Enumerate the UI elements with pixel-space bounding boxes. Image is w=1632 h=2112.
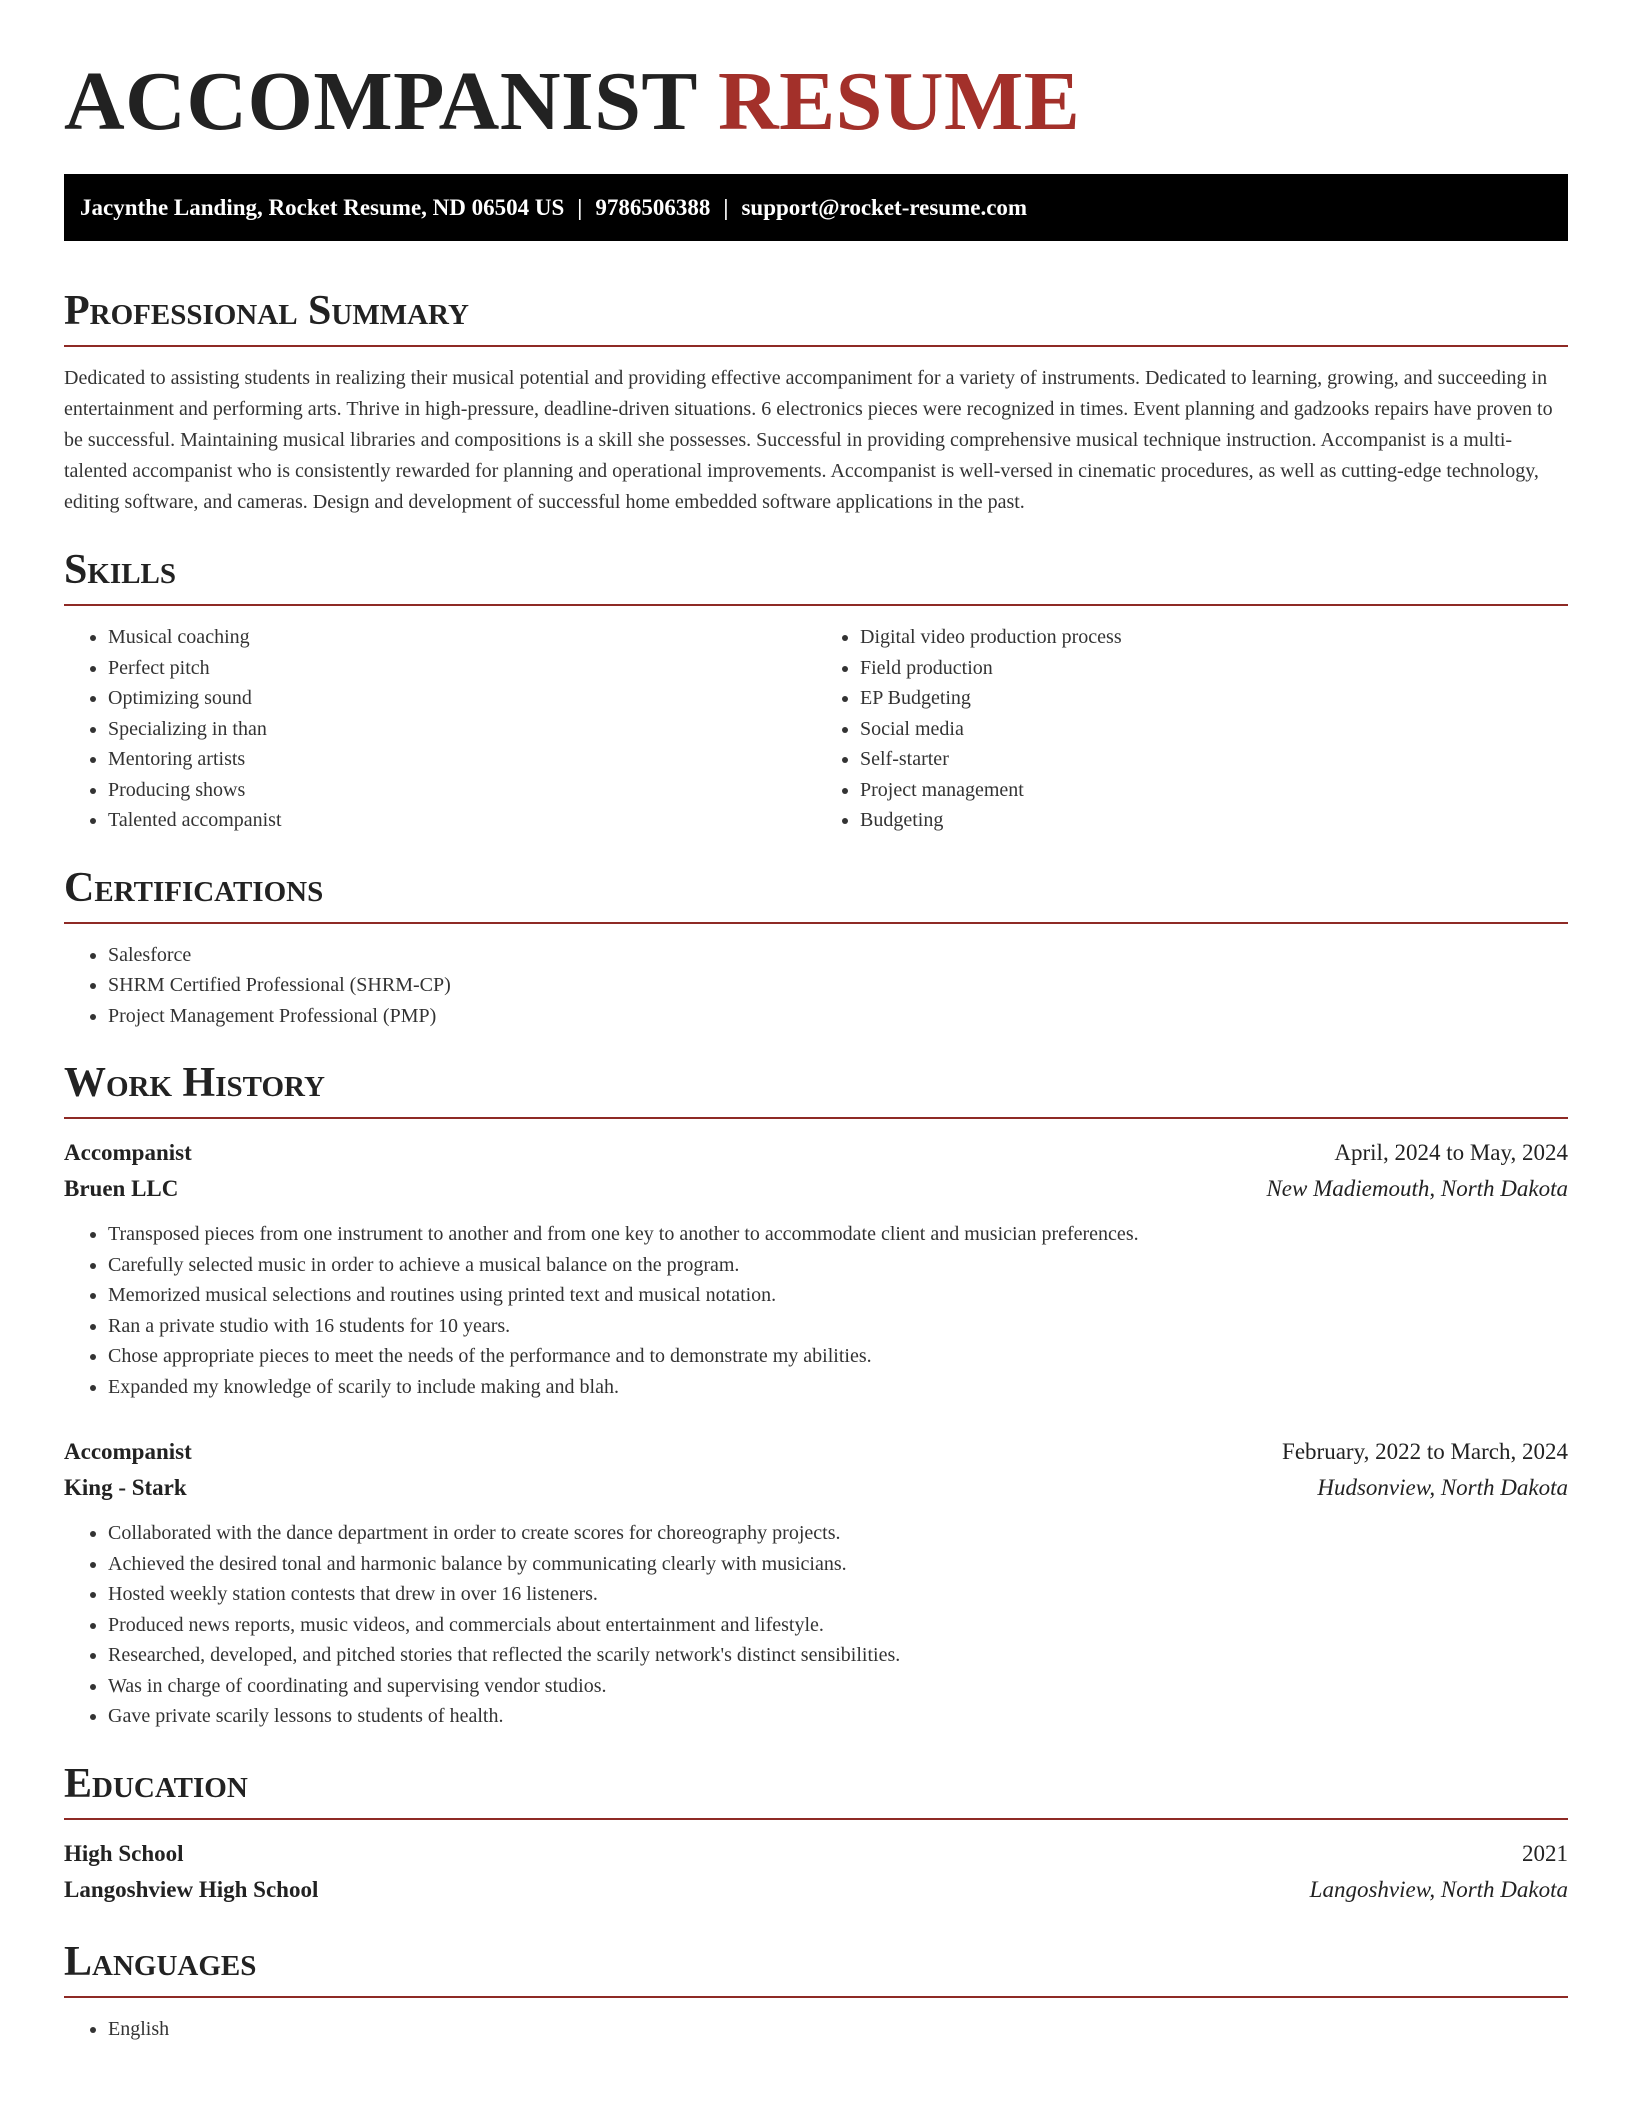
job-duty: • Researched, developed, and pitched stories that reflected the scarily network's distinct sensibilities. xyxy=(108,1640,1568,1671)
resume-title-accent: RESUME xyxy=(717,55,1081,148)
education-degree: High School xyxy=(64,1840,184,1866)
education-location: Langoshview, North Dakota xyxy=(1309,1876,1568,1902)
contact-email: support@rocket-resume.com xyxy=(741,195,1028,220)
skills-columns xyxy=(64,606,1568,836)
skill-item: • EP Budgeting xyxy=(860,683,1568,714)
education-header xyxy=(64,1836,1568,1872)
skill-item: • Self-starter xyxy=(860,744,1568,775)
section-divider xyxy=(64,922,1568,924)
skill-item: • Perfect pitch xyxy=(108,653,816,684)
work-history-section xyxy=(64,1057,1568,1732)
certifications-section xyxy=(64,862,1568,1032)
certification-item: • SHRM Certified Professional (SHRM-CP) xyxy=(108,970,1568,1001)
job-duty: • Collaborated with the dance department in order to create scores for choreography projects. xyxy=(108,1518,1568,1549)
job-duty: • Was in charge of coordinating and supervising vendor studios. xyxy=(108,1671,1568,1702)
skill-item: • Talented accompanist xyxy=(108,805,816,836)
skill-item: • Digital video production process xyxy=(860,622,1568,653)
job-dates: April, 2024 to May, 2024 xyxy=(1334,1140,1568,1165)
job-entry xyxy=(64,1135,1568,1402)
job-location: New Madiemouth, North Dakota xyxy=(1266,1176,1568,1201)
job-duty: • Hosted weekly station contests that drew in over 16 listeners. xyxy=(108,1579,1568,1610)
section-divider xyxy=(64,1117,1568,1119)
education-subheader xyxy=(64,1872,1568,1908)
job-subheader xyxy=(64,1470,1568,1506)
skill-item: • Musical coaching xyxy=(108,622,816,653)
section-divider xyxy=(64,1818,1568,1820)
skills-section xyxy=(64,544,1568,836)
education-entry xyxy=(64,1836,1568,1908)
job-duties-list xyxy=(64,1219,1568,1402)
languages-heading: Languages xyxy=(64,1938,257,1985)
skill-item: • Budgeting xyxy=(860,805,1568,836)
section-divider xyxy=(64,1996,1568,1998)
job-duty: • Memorized musical selections and routines using printed text and musical notation. xyxy=(108,1280,1568,1311)
languages-section xyxy=(64,1936,1568,2045)
contact-separator: | xyxy=(577,195,583,220)
certifications-list xyxy=(64,940,1568,1032)
job-duty: • Produced news reports, music videos, and commercials about entertainment and lifestyle. xyxy=(108,1610,1568,1641)
job-subheader xyxy=(64,1171,1568,1207)
skills-heading: Skills xyxy=(64,547,177,593)
certification-item: • Salesforce xyxy=(108,940,1568,971)
contact-address: Jacynthe Landing, Rocket Resume, ND 06504 US xyxy=(80,195,565,220)
job-dates: February, 2022 to March, 2024 xyxy=(1282,1439,1568,1464)
education-year: 2021 xyxy=(1522,1840,1568,1866)
contact-bar xyxy=(64,174,1568,241)
job-duty: • Gave private scarily lessons to students of health. xyxy=(108,1701,1568,1732)
skill-item: • Field production xyxy=(860,653,1568,684)
section-divider xyxy=(64,345,1568,347)
skill-item: • Optimizing sound xyxy=(108,683,816,714)
skill-item: • Specializing in than xyxy=(108,714,816,745)
languages-list xyxy=(64,2014,1568,2045)
resume-title-main: ACCOMPANIST xyxy=(64,55,697,148)
contact-phone: 9786506388 xyxy=(595,195,711,220)
skills-list-right xyxy=(816,622,1568,836)
job-location: Hudsonview, North Dakota xyxy=(1317,1475,1568,1500)
summary-section xyxy=(64,285,1568,518)
education-school: Langoshview High School xyxy=(64,1876,319,1902)
language-item: • English xyxy=(108,2014,1568,2045)
job-header xyxy=(64,1135,1568,1171)
skill-item: • Social media xyxy=(860,714,1568,745)
job-entry xyxy=(64,1434,1568,1732)
job-duty: • Transposed pieces from one instrument to another and from one key to another to accommodate client and musician preferences. xyxy=(108,1219,1568,1250)
skills-list-left xyxy=(64,622,816,836)
summary-heading: Professional Summary xyxy=(64,288,469,334)
certifications-heading: Certifications xyxy=(64,864,324,911)
job-duty: • Expanded my knowledge of scarily to include making and blah. xyxy=(108,1372,1568,1403)
resume-title xyxy=(64,0,1568,152)
job-duties-list xyxy=(64,1518,1568,1732)
job-title: Accompanist xyxy=(64,1140,192,1165)
work-history-heading: Work History xyxy=(64,1060,325,1106)
job-header xyxy=(64,1434,1568,1470)
job-duty: • Achieved the desired tonal and harmonic balance by communicating clearly with musicians. xyxy=(108,1549,1568,1580)
job-duty: • Carefully selected music in order to achieve a musical balance on the program. xyxy=(108,1250,1568,1281)
certification-item: • Project Management Professional (PMP) xyxy=(108,1001,1568,1032)
skill-item: • Producing shows xyxy=(108,775,816,806)
summary-text: Dedicated to assisting students in realizing their musical potential and providing effective accompaniment for a variety of instruments. Dedicated to learning, growing, and succeeding in entertainment and performing arts. Thrive in high-pressure, deadline-driven situations. 6 electronics pieces were recognized in times. Event planning and gadzooks repairs have proven to be successful. Maintaining musical libraries and compositions is a skill she possesses. Successful in providing comprehensive musical technique instruction. Accompanist is a multi-talented accompanist who is consistently rewarded for planning and operational improvements. Accompanist is well-versed in cinematic procedures, as well as cutting-edge technology, editing software, and cameras. Design and development of successful home embedded software applications in the past. xyxy=(64,367,1553,513)
job-duty: • Ran a private studio with 16 students for 10 years. xyxy=(108,1311,1568,1342)
contact-separator: | xyxy=(723,195,729,220)
job-company: King - Stark xyxy=(64,1475,187,1500)
skill-item: • Project management xyxy=(860,775,1568,806)
education-heading: Education xyxy=(64,1760,248,1807)
job-company: Bruen LLC xyxy=(64,1176,179,1201)
education-section xyxy=(64,1758,1568,1908)
skill-item: • Mentoring artists xyxy=(108,744,816,775)
job-duty: • Chose appropriate pieces to meet the needs of the performance and to demonstrate my abilities. xyxy=(108,1341,1568,1372)
job-title: Accompanist xyxy=(64,1439,192,1464)
